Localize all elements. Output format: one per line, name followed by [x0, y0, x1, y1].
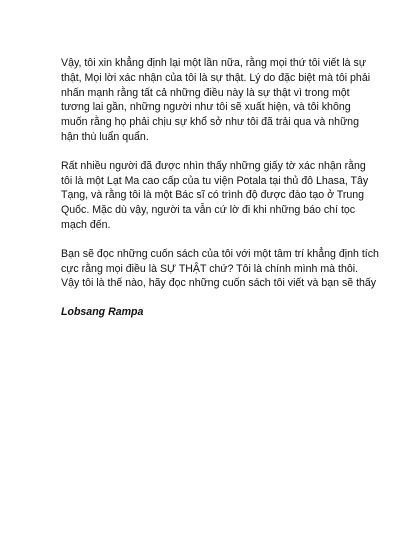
- document-body: [61, 56, 379, 334]
- paragraph-3: Bạn sẽ đọc những cuốn sách của tôi với một tâm trí khẳng định tích cực rằng mọi điều là SỰ THẬT chứ? Tôi là chính mình mà thôi. Vậy tôi là thế nào, hãy đọc những cuốn sách tôi viết và bạn sẽ thấy: [61, 247, 379, 290]
- paragraph-1: Vậy, tôi xin khẳng định lại một lần nữa, rằng mọi thứ tôi viết là sự thật, Mọi lời xác nhận của tôi là sự thật. Lý do đặc biệt mà tôi phải nhấn mạnh rằng tất cả những điều này là sự thật vì trong một tương lai gần, những người như tôi sẽ xuất hiện, và tôi không muốn rằng họ phải chịu sự khổ sở như tôi đã trải qua và những hận thù luẩn quẩn.: [61, 57, 371, 143]
- paragraph-2: Rất nhiều người đã được nhìn thấy những giấy tờ xác nhận rằng tôi là một Lạt Ma cao cấp của tu viện Potala tại thủ đô Lhasa, Tây Tạng, và rằng tôi là một Bác sĩ có trình độ được đào tạo ở Trung Quốc. Mặc dù vậy, người ta vẫn cứ lờ đi khi những báo chí tọc mạch đến.: [61, 159, 369, 231]
- author-signature: Lobsang Rampa: [61, 306, 144, 319]
